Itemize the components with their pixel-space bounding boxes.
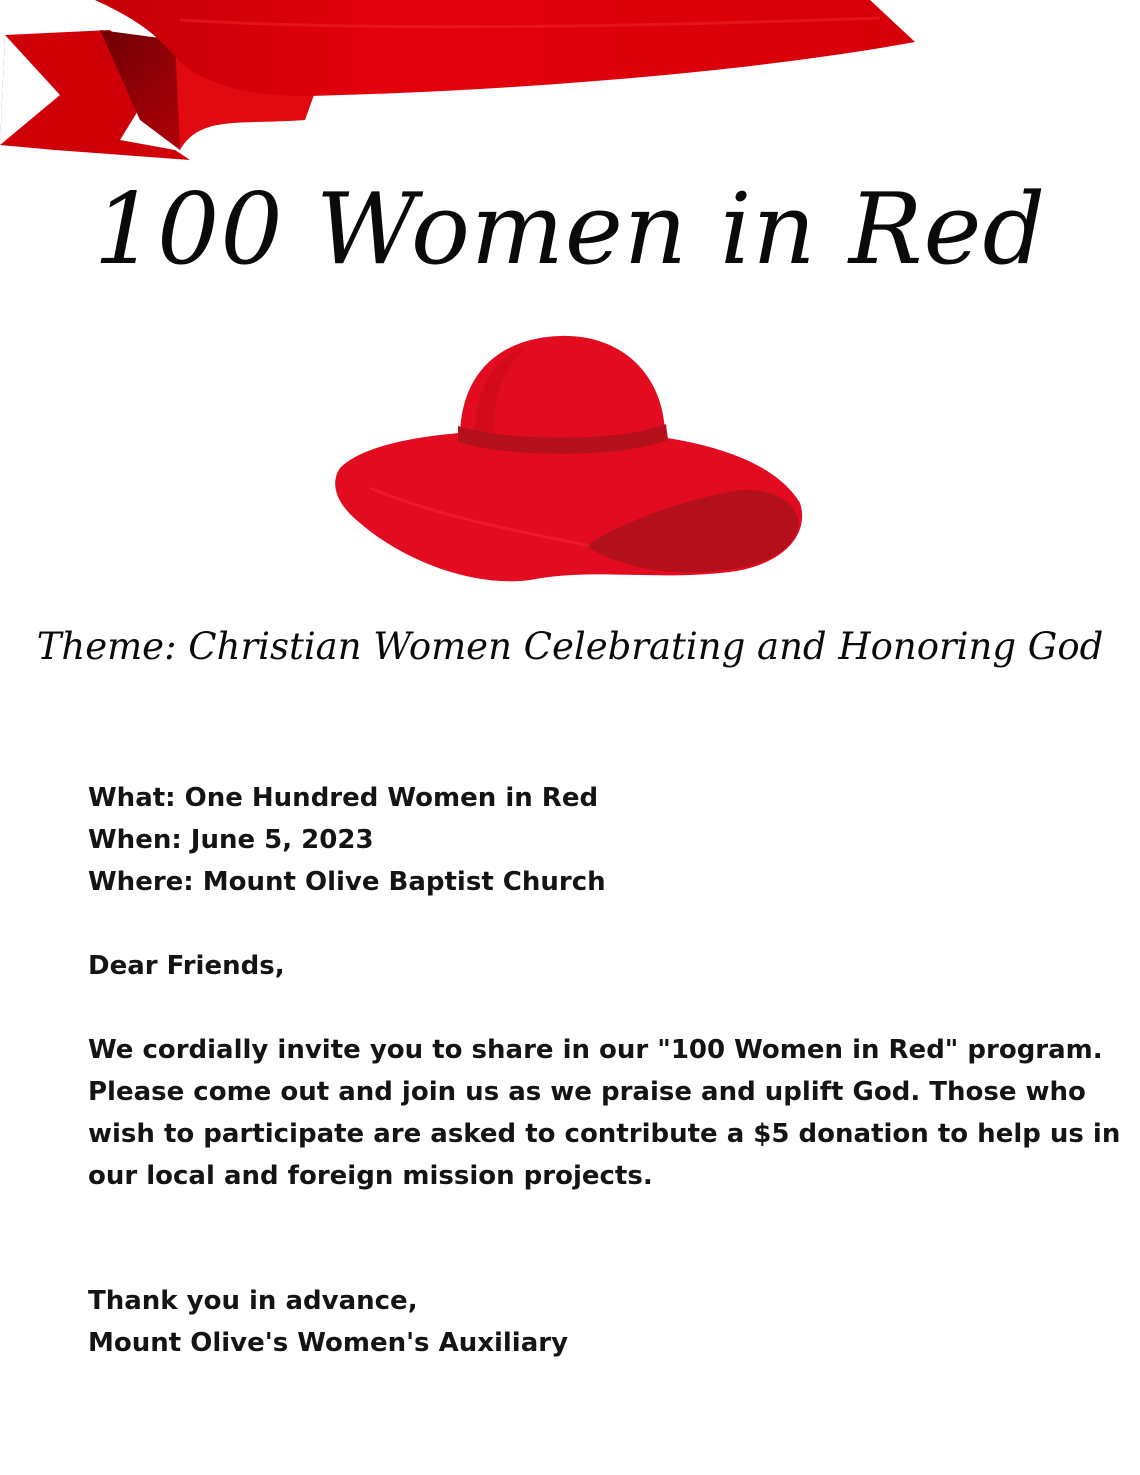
closing-line: Thank you in advance, xyxy=(88,1286,418,1316)
paragraph-line: Please come out and join us as we praise and uplift God. Those who xyxy=(88,1077,1086,1107)
closing-block xyxy=(88,1280,1098,1364)
where-line: Where: Mount Olive Baptist Church xyxy=(88,867,606,897)
greeting-line: Dear Friends, xyxy=(88,951,285,981)
paragraph-line: our local and foreign mission projects. xyxy=(88,1161,653,1191)
what-line: What: One Hundred Women in Red xyxy=(88,783,599,813)
red-ribbon-icon xyxy=(0,0,920,170)
when-line: When: June 5, 2023 xyxy=(88,825,374,855)
theme-heading: Theme: Christian Women Celebrating and Honoring God xyxy=(36,625,1104,668)
paragraph-line: We cordially invite you to share in our "100 Women in Red" program. xyxy=(88,1035,1103,1065)
red-hat-icon xyxy=(330,318,810,588)
event-details xyxy=(88,777,1098,903)
paragraph-line: wish to participate are asked to contribute a $5 donation to help us in xyxy=(88,1119,1121,1149)
signature: Mount Olive's Women's Auxiliary xyxy=(88,1328,569,1358)
page-title: 100 Women in Red xyxy=(93,173,1047,287)
greeting xyxy=(88,945,1098,987)
invitation-paragraph xyxy=(88,1029,1121,1197)
